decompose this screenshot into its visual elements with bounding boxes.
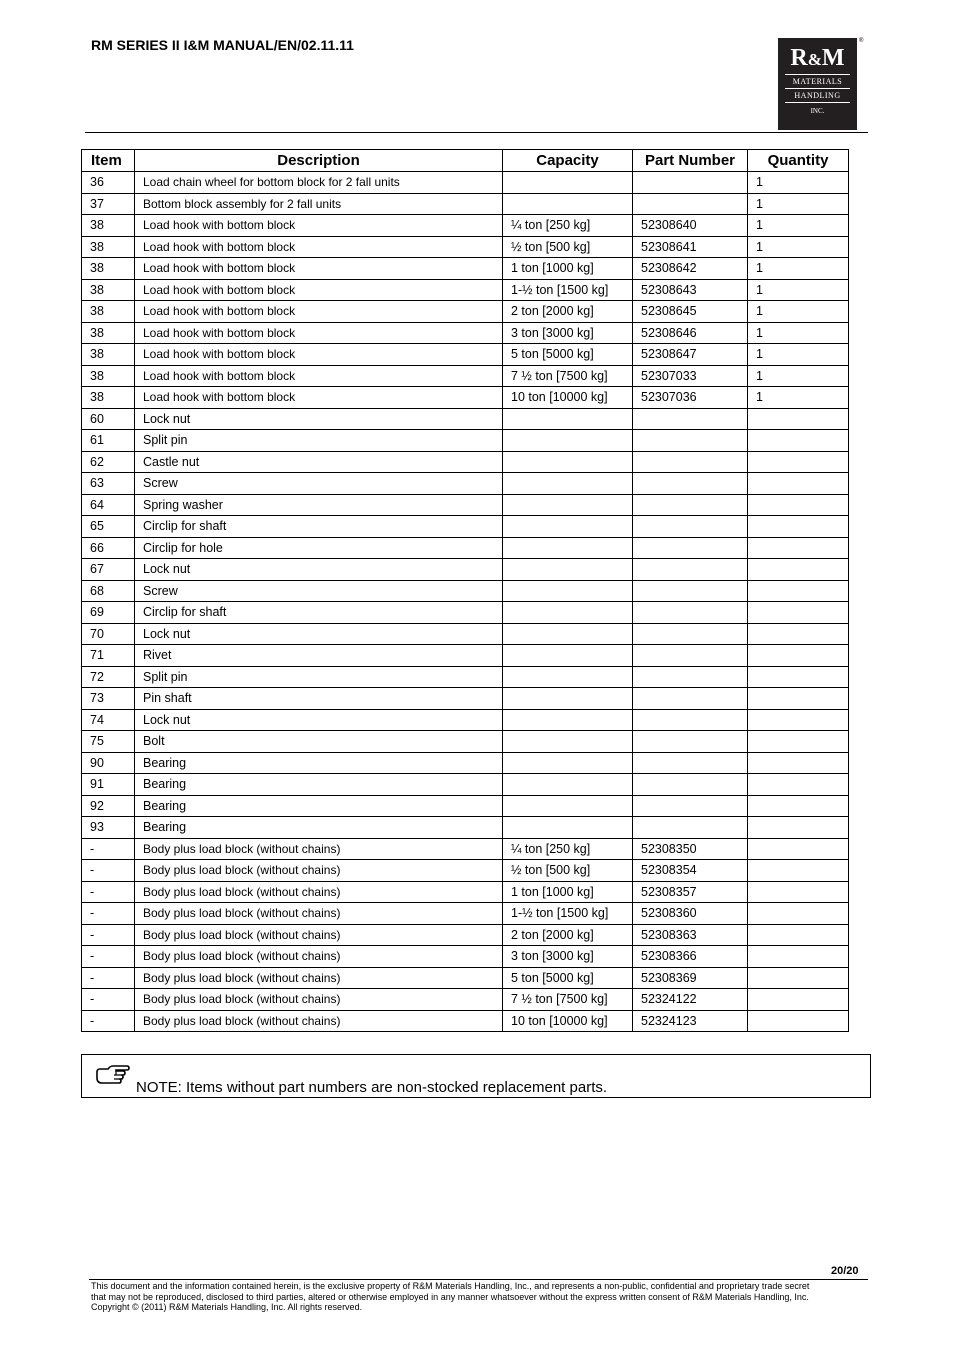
table-row bbox=[82, 516, 849, 538]
cell-item: 68 bbox=[82, 580, 135, 602]
cell-part-number bbox=[633, 774, 748, 796]
cell-quantity bbox=[748, 688, 849, 710]
cell-quantity: 1 bbox=[748, 215, 849, 237]
cell-quantity bbox=[748, 494, 849, 516]
cell-capacity: 7 ½ ton [7500 kg] bbox=[503, 989, 633, 1011]
cell-capacity: ½ ton [500 kg] bbox=[503, 236, 633, 258]
cell-item: - bbox=[82, 860, 135, 882]
cell-description: Load hook with bottom block bbox=[135, 365, 503, 387]
cell-part-number bbox=[633, 516, 748, 538]
cell-quantity bbox=[748, 903, 849, 925]
cell-capacity: 10 ton [10000 kg] bbox=[503, 387, 633, 409]
note-box bbox=[81, 1054, 871, 1098]
cell-description: Body plus load block (without chains) bbox=[135, 860, 503, 882]
cell-quantity bbox=[748, 924, 849, 946]
cell-item: 65 bbox=[82, 516, 135, 538]
logo-mark: R&M bbox=[790, 45, 845, 71]
cell-capacity: 1-½ ton [1500 kg] bbox=[503, 279, 633, 301]
cell-capacity: 2 ton [2000 kg] bbox=[503, 301, 633, 323]
cell-quantity bbox=[748, 838, 849, 860]
cell-description: Body plus load block (without chains) bbox=[135, 903, 503, 925]
cell-capacity bbox=[503, 451, 633, 473]
cell-description: Circlip for shaft bbox=[135, 602, 503, 624]
cell-description: Castle nut bbox=[135, 451, 503, 473]
cell-capacity: 10 ton [10000 kg] bbox=[503, 1010, 633, 1032]
cell-description: Circlip for hole bbox=[135, 537, 503, 559]
cell-part-number bbox=[633, 193, 748, 215]
table-row bbox=[82, 301, 849, 323]
cell-capacity bbox=[503, 580, 633, 602]
cell-capacity: 1 ton [1000 kg] bbox=[503, 258, 633, 280]
cell-description: Pin shaft bbox=[135, 688, 503, 710]
cell-description: Lock nut bbox=[135, 559, 503, 581]
table-row bbox=[82, 602, 849, 624]
cell-capacity bbox=[503, 709, 633, 731]
table-row bbox=[82, 580, 849, 602]
cell-item: 38 bbox=[82, 387, 135, 409]
cell-quantity: 1 bbox=[748, 236, 849, 258]
logo-divider bbox=[785, 74, 850, 75]
cell-part-number: 52308366 bbox=[633, 946, 748, 968]
table-row bbox=[82, 322, 849, 344]
table-row bbox=[82, 774, 849, 796]
cell-part-number: 52308641 bbox=[633, 236, 748, 258]
logo-line-materials: MATERIALS bbox=[792, 77, 843, 86]
cell-part-number bbox=[633, 559, 748, 581]
table-row bbox=[82, 559, 849, 581]
cell-item: 61 bbox=[82, 430, 135, 452]
cell-capacity bbox=[503, 537, 633, 559]
cell-description: Bottom block assembly for 2 fall units bbox=[135, 193, 503, 215]
cell-quantity bbox=[748, 795, 849, 817]
cell-quantity bbox=[748, 666, 849, 688]
cell-description: Circlip for shaft bbox=[135, 516, 503, 538]
table-row bbox=[82, 258, 849, 280]
cell-item: 91 bbox=[82, 774, 135, 796]
cell-description: Lock nut bbox=[135, 408, 503, 430]
cell-quantity bbox=[748, 946, 849, 968]
document-title: RM SERIES II I&M MANUAL/EN/02.11.11 bbox=[91, 37, 354, 53]
table-row bbox=[82, 795, 849, 817]
company-logo bbox=[778, 38, 857, 130]
cell-part-number bbox=[633, 731, 748, 753]
cell-part-number: 52324123 bbox=[633, 1010, 748, 1032]
cell-capacity: ½ ton [500 kg] bbox=[503, 860, 633, 882]
cell-item: 67 bbox=[82, 559, 135, 581]
cell-capacity bbox=[503, 494, 633, 516]
cell-quantity: 1 bbox=[748, 301, 849, 323]
cell-item: 37 bbox=[82, 193, 135, 215]
cell-part-number: 52308360 bbox=[633, 903, 748, 925]
cell-quantity: 1 bbox=[748, 279, 849, 301]
cell-quantity: 1 bbox=[748, 387, 849, 409]
cell-item: 73 bbox=[82, 688, 135, 710]
cell-part-number: 52308369 bbox=[633, 967, 748, 989]
pointing-hand-icon bbox=[94, 1063, 130, 1087]
table-row bbox=[82, 989, 849, 1011]
cell-capacity bbox=[503, 666, 633, 688]
table-row bbox=[82, 709, 849, 731]
cell-capacity bbox=[503, 430, 633, 452]
cell-capacity bbox=[503, 752, 633, 774]
cell-quantity bbox=[748, 645, 849, 667]
cell-part-number: 52307036 bbox=[633, 387, 748, 409]
cell-quantity bbox=[748, 1010, 849, 1032]
table-row bbox=[82, 946, 849, 968]
cell-quantity bbox=[748, 623, 849, 645]
cell-item: 93 bbox=[82, 817, 135, 839]
cell-item: - bbox=[82, 967, 135, 989]
table-row bbox=[82, 537, 849, 559]
cell-item: 38 bbox=[82, 279, 135, 301]
cell-description: Load hook with bottom block bbox=[135, 236, 503, 258]
cell-quantity bbox=[748, 408, 849, 430]
parts-table bbox=[81, 149, 849, 1032]
cell-description: Screw bbox=[135, 580, 503, 602]
cell-description: Load hook with bottom block bbox=[135, 301, 503, 323]
cell-description: Load hook with bottom block bbox=[135, 215, 503, 237]
cell-quantity bbox=[748, 537, 849, 559]
cell-quantity bbox=[748, 559, 849, 581]
page-number: 20/20 bbox=[831, 1265, 859, 1277]
cell-capacity bbox=[503, 193, 633, 215]
cell-description: Body plus load block (without chains) bbox=[135, 1010, 503, 1032]
cell-quantity bbox=[748, 752, 849, 774]
cell-item: 70 bbox=[82, 623, 135, 645]
cell-item: 36 bbox=[82, 172, 135, 194]
cell-description: Load hook with bottom block bbox=[135, 258, 503, 280]
table-row bbox=[82, 451, 849, 473]
cell-quantity bbox=[748, 580, 849, 602]
table-row bbox=[82, 623, 849, 645]
cell-description: Bearing bbox=[135, 795, 503, 817]
cell-item: - bbox=[82, 838, 135, 860]
cell-part-number bbox=[633, 172, 748, 194]
cell-capacity: 1-½ ton [1500 kg] bbox=[503, 903, 633, 925]
cell-quantity: 1 bbox=[748, 193, 849, 215]
cell-part-number: 52308647 bbox=[633, 344, 748, 366]
cell-part-number: 52308640 bbox=[633, 215, 748, 237]
cell-part-number bbox=[633, 666, 748, 688]
cell-description: Body plus load block (without chains) bbox=[135, 838, 503, 860]
cell-description: Body plus load block (without chains) bbox=[135, 924, 503, 946]
cell-capacity bbox=[503, 602, 633, 624]
cell-quantity bbox=[748, 731, 849, 753]
cell-part-number bbox=[633, 795, 748, 817]
cell-description: Spring washer bbox=[135, 494, 503, 516]
table-row bbox=[82, 903, 849, 925]
cell-item: 38 bbox=[82, 322, 135, 344]
table-row bbox=[82, 387, 849, 409]
table-row bbox=[82, 193, 849, 215]
cell-description: Split pin bbox=[135, 430, 503, 452]
cell-item: - bbox=[82, 903, 135, 925]
cell-quantity: 1 bbox=[748, 172, 849, 194]
cell-part-number bbox=[633, 473, 748, 495]
cell-capacity bbox=[503, 473, 633, 495]
cell-part-number bbox=[633, 430, 748, 452]
table-row bbox=[82, 344, 849, 366]
cell-capacity: ¼ ton [250 kg] bbox=[503, 838, 633, 860]
table-row bbox=[82, 881, 849, 903]
cell-part-number bbox=[633, 752, 748, 774]
cell-description: Screw bbox=[135, 473, 503, 495]
cell-item: - bbox=[82, 946, 135, 968]
table-row bbox=[82, 666, 849, 688]
table-row bbox=[82, 494, 849, 516]
table-row bbox=[82, 731, 849, 753]
cell-item: 38 bbox=[82, 258, 135, 280]
cell-quantity bbox=[748, 709, 849, 731]
parts-table-body bbox=[82, 172, 849, 1032]
cell-item: 71 bbox=[82, 645, 135, 667]
cell-capacity bbox=[503, 516, 633, 538]
cell-part-number: 52308643 bbox=[633, 279, 748, 301]
cell-item: 75 bbox=[82, 731, 135, 753]
cell-description: Load hook with bottom block bbox=[135, 322, 503, 344]
cell-part-number bbox=[633, 494, 748, 516]
cell-description: Load chain wheel for bottom block for 2 fall units bbox=[135, 172, 503, 194]
cell-part-number bbox=[633, 709, 748, 731]
cell-item: 38 bbox=[82, 344, 135, 366]
cell-quantity bbox=[748, 817, 849, 839]
cell-item: 90 bbox=[82, 752, 135, 774]
column-header-description: Description bbox=[135, 150, 503, 172]
table-row bbox=[82, 279, 849, 301]
cell-description: Body plus load block (without chains) bbox=[135, 946, 503, 968]
cell-description: Rivet bbox=[135, 645, 503, 667]
cell-item: 74 bbox=[82, 709, 135, 731]
cell-capacity bbox=[503, 688, 633, 710]
logo-line-inc: INC. bbox=[810, 107, 825, 115]
cell-capacity: 7 ½ ton [7500 kg] bbox=[503, 365, 633, 387]
column-header-part-number: Part Number bbox=[633, 150, 748, 172]
cell-description: Body plus load block (without chains) bbox=[135, 881, 503, 903]
table-row bbox=[82, 688, 849, 710]
cell-capacity: 3 ton [3000 kg] bbox=[503, 946, 633, 968]
table-row bbox=[82, 172, 849, 194]
cell-part-number bbox=[633, 645, 748, 667]
cell-capacity bbox=[503, 795, 633, 817]
table-row bbox=[82, 817, 849, 839]
cell-description: Body plus load block (without chains) bbox=[135, 989, 503, 1011]
cell-capacity bbox=[503, 172, 633, 194]
cell-description: Bearing bbox=[135, 752, 503, 774]
cell-part-number: 52308350 bbox=[633, 838, 748, 860]
cell-item: 38 bbox=[82, 301, 135, 323]
cell-part-number bbox=[633, 537, 748, 559]
cell-capacity: 5 ton [5000 kg] bbox=[503, 967, 633, 989]
cell-description: Load hook with bottom block bbox=[135, 279, 503, 301]
cell-part-number bbox=[633, 817, 748, 839]
cell-capacity bbox=[503, 817, 633, 839]
cell-part-number: 52307033 bbox=[633, 365, 748, 387]
table-row bbox=[82, 752, 849, 774]
cell-quantity bbox=[748, 989, 849, 1011]
table-row bbox=[82, 408, 849, 430]
cell-part-number: 52308646 bbox=[633, 322, 748, 344]
cell-capacity: 1 ton [1000 kg] bbox=[503, 881, 633, 903]
cell-description: Bolt bbox=[135, 731, 503, 753]
cell-quantity bbox=[748, 451, 849, 473]
cell-description: Lock nut bbox=[135, 709, 503, 731]
cell-quantity bbox=[748, 430, 849, 452]
cell-part-number: 52308357 bbox=[633, 881, 748, 903]
table-row bbox=[82, 430, 849, 452]
cell-part-number bbox=[633, 688, 748, 710]
registered-mark: ® bbox=[859, 38, 864, 44]
table-row bbox=[82, 1010, 849, 1032]
cell-item: 62 bbox=[82, 451, 135, 473]
footer-line: This document and the information contained herein, is the exclusive property of R&M Materials Handling, Inc., and represents a non-public, confidential and proprietary trade secret bbox=[91, 1281, 810, 1291]
table-row bbox=[82, 838, 849, 860]
column-header-quantity: Quantity bbox=[748, 150, 849, 172]
cell-quantity bbox=[748, 774, 849, 796]
header-divider bbox=[85, 132, 868, 133]
cell-item: 38 bbox=[82, 215, 135, 237]
cell-quantity bbox=[748, 967, 849, 989]
cell-part-number: 52308645 bbox=[633, 301, 748, 323]
cell-quantity: 1 bbox=[748, 258, 849, 280]
cell-item: 63 bbox=[82, 473, 135, 495]
cell-item: 92 bbox=[82, 795, 135, 817]
table-row bbox=[82, 365, 849, 387]
column-header-capacity: Capacity bbox=[503, 150, 633, 172]
cell-part-number: 52324122 bbox=[633, 989, 748, 1011]
cell-quantity bbox=[748, 602, 849, 624]
footer-line: that may not be reproduced, disclosed to third parties, altered or otherwise employed in any manner whatsoever without the express written consent of R&M Materials Handling, Inc. bbox=[91, 1291, 809, 1302]
cell-capacity bbox=[503, 774, 633, 796]
table-row bbox=[82, 645, 849, 667]
cell-description: Bearing bbox=[135, 774, 503, 796]
note-text: NOTE: Items without part numbers are non-stocked replacement parts. bbox=[136, 1079, 608, 1096]
cell-quantity bbox=[748, 473, 849, 495]
logo-divider bbox=[785, 88, 850, 89]
cell-capacity bbox=[503, 408, 633, 430]
cell-item: 66 bbox=[82, 537, 135, 559]
cell-description: Bearing bbox=[135, 817, 503, 839]
table-row bbox=[82, 967, 849, 989]
cell-item: 38 bbox=[82, 236, 135, 258]
table-row bbox=[82, 473, 849, 495]
cell-capacity bbox=[503, 559, 633, 581]
column-header-item: Item bbox=[82, 150, 135, 172]
cell-description: Lock nut bbox=[135, 623, 503, 645]
cell-part-number bbox=[633, 408, 748, 430]
cell-quantity bbox=[748, 860, 849, 882]
footer-divider bbox=[89, 1279, 868, 1280]
cell-capacity: ¼ ton [250 kg] bbox=[503, 215, 633, 237]
logo-divider bbox=[785, 102, 850, 103]
table-row bbox=[82, 860, 849, 882]
table-row bbox=[82, 215, 849, 237]
cell-item: 38 bbox=[82, 365, 135, 387]
cell-item: 69 bbox=[82, 602, 135, 624]
cell-part-number: 52308363 bbox=[633, 924, 748, 946]
cell-item: - bbox=[82, 989, 135, 1011]
cell-capacity: 5 ton [5000 kg] bbox=[503, 344, 633, 366]
cell-quantity bbox=[748, 516, 849, 538]
cell-description: Body plus load block (without chains) bbox=[135, 967, 503, 989]
table-row bbox=[82, 924, 849, 946]
footer-line: Copyright © (2011) R&M Materials Handling, Inc. All rights reserved. bbox=[91, 1302, 363, 1312]
cell-item: - bbox=[82, 924, 135, 946]
cell-item: 60 bbox=[82, 408, 135, 430]
cell-item: 64 bbox=[82, 494, 135, 516]
cell-part-number bbox=[633, 602, 748, 624]
cell-item: 72 bbox=[82, 666, 135, 688]
cell-capacity bbox=[503, 645, 633, 667]
cell-description: Load hook with bottom block bbox=[135, 344, 503, 366]
table-header-row bbox=[82, 150, 849, 172]
cell-description: Load hook with bottom block bbox=[135, 387, 503, 409]
legal-footer bbox=[91, 1281, 866, 1313]
cell-capacity: 3 ton [3000 kg] bbox=[503, 322, 633, 344]
cell-capacity: 2 ton [2000 kg] bbox=[503, 924, 633, 946]
cell-quantity: 1 bbox=[748, 365, 849, 387]
cell-item: - bbox=[82, 881, 135, 903]
cell-capacity bbox=[503, 623, 633, 645]
cell-part-number bbox=[633, 451, 748, 473]
cell-quantity: 1 bbox=[748, 322, 849, 344]
cell-part-number bbox=[633, 623, 748, 645]
logo-line-handling: HANDLING bbox=[794, 91, 841, 100]
cell-part-number: 52308354 bbox=[633, 860, 748, 882]
cell-quantity bbox=[748, 881, 849, 903]
cell-description: Split pin bbox=[135, 666, 503, 688]
cell-capacity bbox=[503, 731, 633, 753]
cell-part-number bbox=[633, 580, 748, 602]
table-row bbox=[82, 236, 849, 258]
cell-item: - bbox=[82, 1010, 135, 1032]
cell-quantity: 1 bbox=[748, 344, 849, 366]
cell-part-number: 52308642 bbox=[633, 258, 748, 280]
